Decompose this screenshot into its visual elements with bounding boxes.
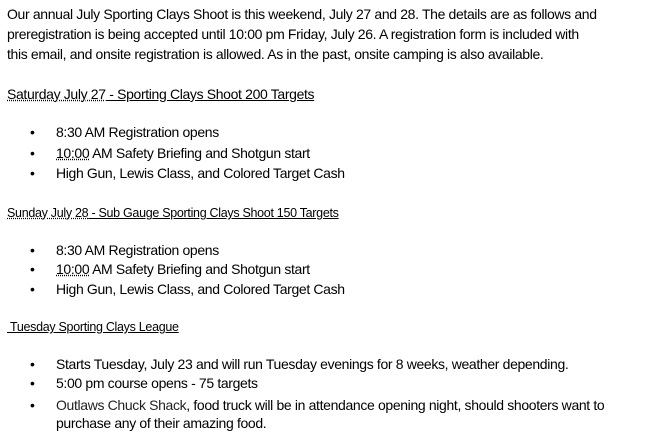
list-item: Starts Tuesday, July 23 and will run Tuesday evenings for 8 weeks, weather depending. bbox=[56, 356, 569, 372]
tuesday-heading: Tuesday Sporting Clays League bbox=[7, 320, 179, 334]
bullet-icon: • bbox=[30, 281, 35, 297]
heading-date: Saturday July 27 bbox=[7, 86, 106, 102]
sunday-heading bbox=[7, 203, 339, 223]
bullet-icon: • bbox=[30, 397, 35, 413]
business-name: Outlaws Chuck Shack bbox=[56, 397, 187, 413]
item-text: , food truck will be in attendance opening night, should shooters want to bbox=[186, 397, 605, 413]
heading-rest: - Sub Gauge Sporting Clays Shoot 150 Targets bbox=[88, 206, 339, 220]
intro-line: preregistration is being accepted until 10:00 pm Friday, July 26. A registration form is included with bbox=[7, 26, 579, 42]
list-item-continuation: purchase any of their amazing food. bbox=[56, 415, 267, 431]
bullet-icon: • bbox=[30, 261, 35, 277]
bullet-icon: • bbox=[30, 242, 35, 258]
list-item: 8:30 AM Registration opens bbox=[56, 124, 219, 140]
list-item bbox=[56, 259, 310, 279]
heading-rest: - Sporting Clays Shoot 200 Targets bbox=[105, 86, 315, 102]
bullet-icon: • bbox=[30, 375, 35, 391]
list-item bbox=[56, 395, 604, 415]
item-text: AM Safety Briefing and Shotgun start bbox=[89, 145, 310, 161]
bullet-icon: • bbox=[30, 145, 35, 161]
time: 10:00 bbox=[56, 261, 90, 277]
intro-line: this email, and onsite registration is allowed. As in the past, onsite camping is also available. bbox=[7, 46, 544, 62]
list-item: High Gun, Lewis Class, and Colored Target Cash bbox=[56, 281, 345, 297]
bullet-icon: • bbox=[30, 124, 35, 140]
bullet-icon: • bbox=[30, 356, 35, 372]
heading-date: Sunday July 28 bbox=[7, 206, 89, 220]
list-item: High Gun, Lewis Class, and Colored Target Cash bbox=[56, 165, 345, 181]
item-text: AM Safety Briefing and Shotgun start bbox=[89, 261, 310, 277]
intro-line: Our annual July Sporting Clays Shoot is this weekend, July 27 and 28. The details are as follows and bbox=[7, 6, 597, 22]
list-item bbox=[56, 143, 310, 163]
list-item: 5:00 pm course opens - 75 targets bbox=[56, 375, 258, 391]
list-item: 8:30 AM Registration opens bbox=[56, 242, 219, 258]
bullet-icon: • bbox=[30, 165, 35, 181]
saturday-heading bbox=[7, 84, 314, 104]
time: 10:00 bbox=[56, 145, 90, 161]
